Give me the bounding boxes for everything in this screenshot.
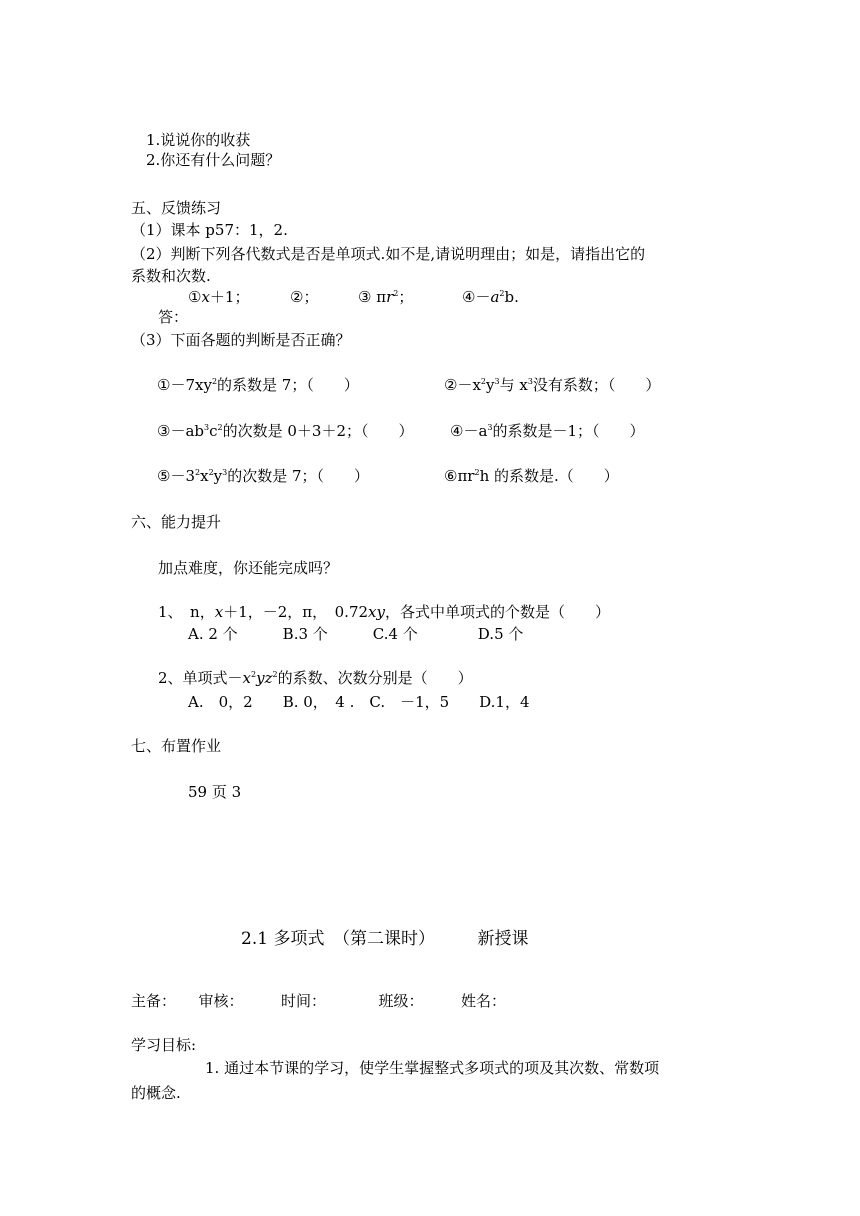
- lesson-meta: 主备： 审核： 时间： 班级： 姓名：: [131, 992, 507, 1010]
- goal-1-line1: 1. 通过本节课的学习，使学生掌握整式多项式的项及其次数、常数项: [205, 1059, 660, 1077]
- problem-1-options: A. 2 个 B.3 个 C.4 个 D.5 个: [188, 625, 524, 643]
- summary-item-1: 1.说说你的收获: [146, 131, 251, 149]
- goals-label: 学习目标:: [131, 1036, 197, 1054]
- problem-2-options: A. 0，2 B. 0， 4 . C. －1，5 D.1，4: [188, 693, 530, 711]
- option-2: ②；: [290, 288, 319, 306]
- lesson-title: 2.1 多项式 （第二课时） 新授课: [241, 929, 529, 949]
- goal-1-line2: 的概念.: [131, 1084, 181, 1102]
- judgement-5: $⑤-3^2x^2y^3$的次数是 7；（ ）: [157, 467, 370, 485]
- feedback-heading: 五、反馈练习: [131, 199, 222, 217]
- feedback-q2-line1: （2）判断下列各代数式是否是单项式.如不是,请说明理由；如是，请指出它的: [131, 245, 646, 263]
- judgement-2: $②-x^2y^3$与 $x^3$没有系数；（ ）: [444, 376, 661, 394]
- judgement-6: $⑥\pi r^2h$ 的系数是.（ ）: [444, 467, 619, 485]
- problem-1: 1、 n，x＋1，－2，π， 0.72xy，各式中单项式的个数是（ ）: [158, 603, 610, 621]
- answer-label: 答：: [158, 308, 189, 326]
- judgement-1: $①-7xy^2$的系数是 7；（ ）: [157, 376, 359, 394]
- feedback-q3: （3）下面各题的判断是否正确？: [131, 331, 351, 349]
- option-1: ①x＋1；: [188, 288, 250, 306]
- homework-content: 59 页 3: [188, 783, 242, 801]
- judgement-3: $③-ab^3c^2$的次数是 0＋3＋2；（ ）: [157, 422, 414, 440]
- feedback-q2-line2: 系数和次数.: [131, 267, 211, 285]
- ability-heading: 六、能力提升: [131, 513, 222, 531]
- ability-intro: 加点难度，你还能完成吗？: [158, 559, 339, 577]
- judgement-4: $④-a^3$的系数是－1；（ ）: [450, 422, 645, 440]
- feedback-q1: （1）课本 p57：1，2.: [131, 221, 288, 239]
- homework-heading: 七、布置作业: [131, 737, 222, 755]
- option-4: $④-a^2b$.: [462, 288, 519, 306]
- option-3: ③ $\pi r^2$；: [358, 288, 414, 306]
- problem-2: 2、单项式$-x^2yz^2$的系数、次数分别是（ ）: [158, 669, 473, 687]
- summary-item-2: 2.你还有什么问题？: [146, 151, 281, 169]
